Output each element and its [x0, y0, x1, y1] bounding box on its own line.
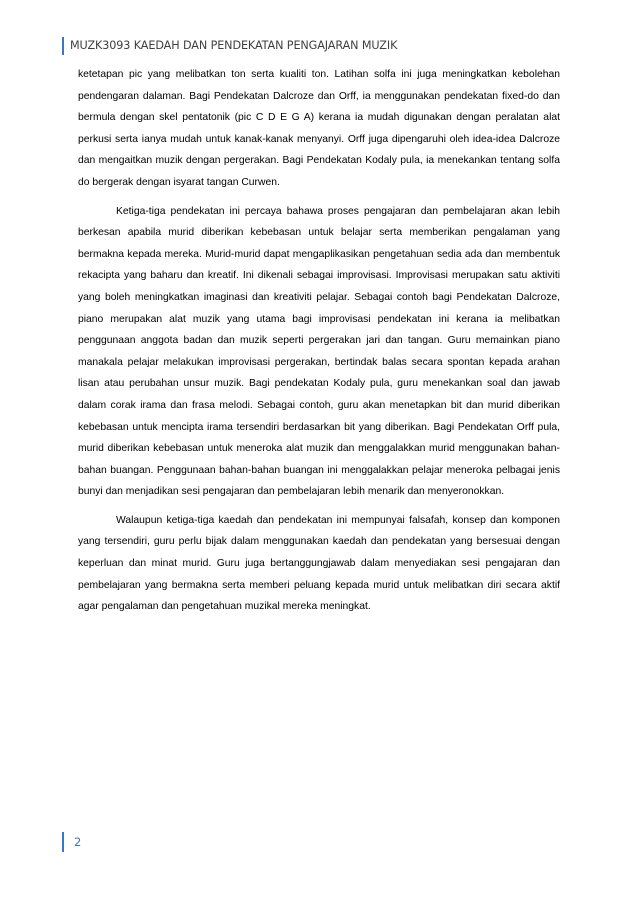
page-footer — [62, 832, 81, 852]
document-body — [78, 64, 560, 618]
page-header — [62, 37, 397, 55]
paragraph-1: ketetapan pic yang melibatkan ton serta kualiti ton. Latihan solfa ini juga meningkatkan kebolehan pendengaran dalaman. Bagi Pendekatan Dalcroze dan Orff, ia menggunakan pendekatan fixed-do dan bermula dengan skel pentatonik (pic C D E G A) kerana ia mudah digunakan dengan peralatan alat perkusi serta ianya mudah untuk kanak-kanak menyanyi. Orff juga dipengaruhi oleh idea-idea Dalcroze dan mengaitkan muzik dengan pergerakan. Bagi Pendekatan Kodaly pula, ia menekankan tentang solfa do bergerak dengan isyarat tangan Curwen. — [78, 69, 560, 188]
header-title: MUZK3093 KAEDAH DAN PENDEKATAN PENGAJARAN MUZIK — [70, 39, 398, 52]
paragraph-3: Walaupun ketiga-tiga kaedah dan pendekatan ini mempunyai falsafah, konsep dan komponen yang tersendiri, guru perlu bijak dalam menggunakan kaedah dan pendekatan yang bersesuai dengan keperluan dan minat murid. Guru juga bertanggungjawab dalam menyediakan sesi pengajaran dan pembelajaran yang bermakna serta memberi peluang kepada murid untuk melibatkan diri secara aktif agar pengalaman dan pengetahuan muzikal mereka meningkat. — [78, 514, 560, 613]
paragraph-2: Ketiga-tiga pendekatan ini percaya bahawa proses pengajaran dan pembelajaran akan lebih berkesan apabila murid diberikan kebebasan untuk belajar serta memberikan pengalaman yang bermakna kepada mereka. Murid-murid dapat mengaplikasikan pengetahuan sedia ada dan membentuk rekacipta yang baharu dan kreatif. Ini dikenali sebagai improvisasi. Improvisasi merupakan satu aktiviti yang boleh meningkatkan imaginasi dan kreativiti pelajar. Sebagai contoh bagi Pendekatan Dalcroze, piano merupakan alat muzik yang utama bagi improvisasi pendekatan ini kerana ia melibatkan penggunaan anggota badan dan muzik seperti pergerakan jari dan tangan. Guru memainkan piano manakala pelajar melakukan improvisasi pergerakan, bertindak balas secara spontan kepada arahan lisan atau perubahan unsur muzik. Bagi pendekatan Kodaly pula, guru menekankan soal dan jawab dalam corak irama dan frasa melodi. Sebagai contoh, guru akan menetapkan bit dan murid diberikan kebebasan untuk mencipta irama tersendiri berdasarkan bit yang diberikan. Bagi Pendekatan Orff pula, murid diberikan kebebasan untuk meneroka alat muzik dan menggalakkan murid menggunakan bahan-bahan buangan. Penggunaan bahan-bahan buangan ini menggalakkan pelajar meneroka pelbagai jenis bunyi dan menjadikan sesi pengajaran dan pembelajaran lebih menarik dan menyeronokkan. — [78, 205, 560, 498]
page-number: 2 — [74, 835, 82, 849]
